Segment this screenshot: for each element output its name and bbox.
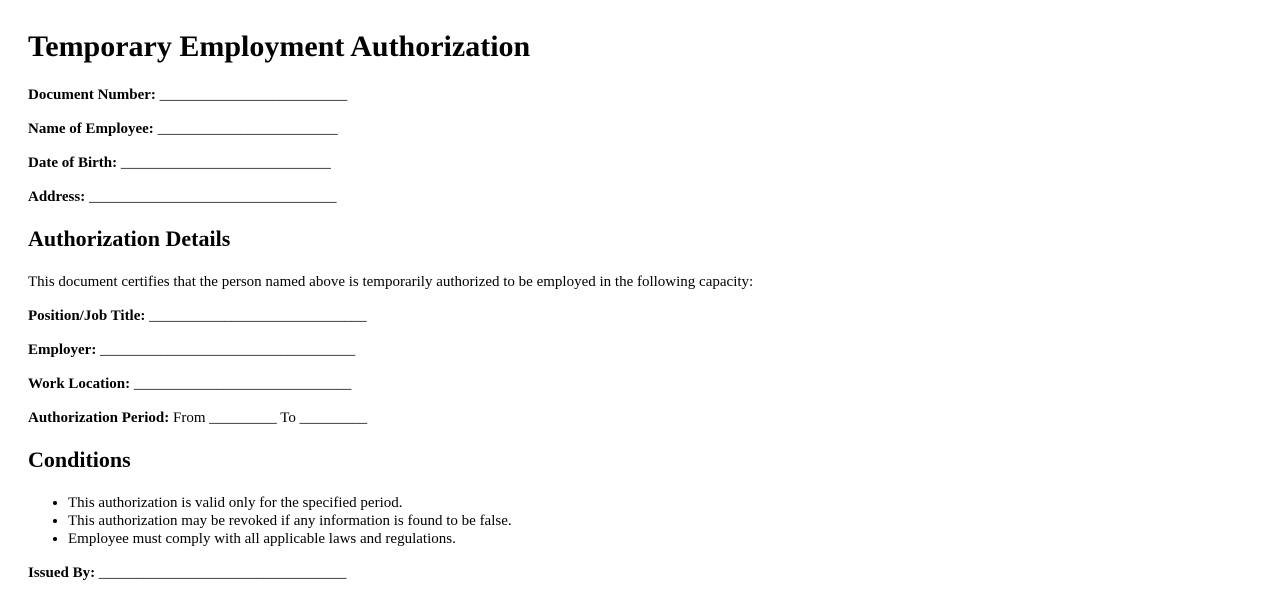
field-blank-line: _________________________________ (88, 189, 337, 205)
field-address (28, 188, 336, 206)
field-employee-name (28, 120, 338, 138)
authorization-intro-text: This document certifies that the person named above is temporarily authorized to be employed in the following capacity: (28, 274, 754, 290)
field-blank-line: _________________________ (159, 87, 348, 103)
field-label: Document Number: (28, 87, 156, 103)
field-label: Work Location: (28, 376, 131, 392)
field-label: Name of Employee: (28, 121, 154, 137)
field-blank-line: __________________________________ (100, 342, 356, 358)
field-authorization-period (28, 409, 367, 427)
field-blank-line: _____________________________ (149, 308, 367, 324)
field-blank-line: _____________________________ (133, 376, 352, 392)
field-work-location (28, 375, 351, 393)
field-document-number (28, 86, 347, 104)
period-to-blank-line: _________ (299, 410, 368, 426)
field-issued-by (28, 564, 346, 582)
field-employer (28, 341, 355, 359)
field-blank-line: _________________________________ (98, 565, 347, 581)
condition-item: • This authorization may be revoked if any information is found to be false. (68, 512, 512, 530)
field-date-of-birth (28, 154, 331, 172)
field-label: Position/Job Title: (28, 308, 146, 324)
period-from-text: From (172, 410, 206, 426)
field-label: Employer: (28, 342, 97, 358)
section-heading-conditions: Conditions (28, 447, 131, 472)
field-label: Address: (28, 189, 86, 205)
field-label: Date of Birth: (28, 155, 118, 171)
field-blank-line: ________________________ (157, 121, 338, 137)
period-to-text: To (280, 410, 296, 426)
field-blank-line: ____________________________ (120, 155, 331, 171)
field-position-job-title (28, 307, 367, 325)
condition-item: • This authorization is valid only for the specified period. (68, 494, 512, 512)
document-title: Temporary Employment Authorization (28, 30, 531, 63)
period-from-blank-line: _________ (209, 410, 277, 426)
field-label: Issued By: (28, 565, 96, 581)
field-label: Authorization Period: (28, 410, 170, 426)
condition-item: • Employee must comply with all applicable laws and regulations. (68, 530, 512, 548)
conditions-list (28, 494, 512, 548)
section-heading-authorization: Authorization Details (28, 226, 231, 251)
